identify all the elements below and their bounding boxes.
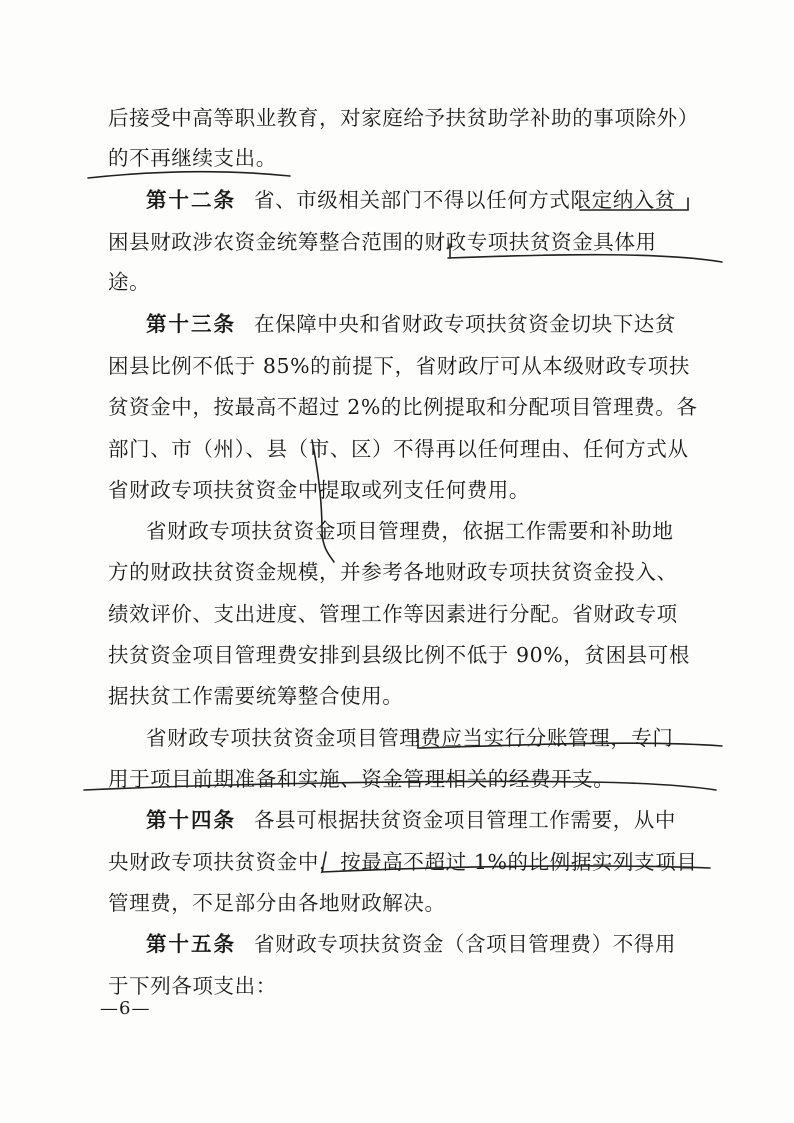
text-line: 省财政专项扶贫资金项目管理费，依据工作需要和补助地 xyxy=(146,519,674,543)
text-line: 各县可根据扶贫资金项目管理工作需要，从中 xyxy=(254,808,676,832)
text-line: 央财政专项扶贫资金中，按最高不超过 1%的比例据实列支项目 xyxy=(108,850,698,874)
text-line: 于下列各项支出： xyxy=(108,974,277,998)
article-heading-13: 第十三条 xyxy=(146,312,236,336)
article-heading-14: 第十四条 xyxy=(146,808,236,832)
article-heading-12: 第十二条 xyxy=(146,188,236,212)
pen-underline xyxy=(88,172,290,178)
article-12-first-line xyxy=(146,186,688,214)
text-line: 困县财政涉农资金统筹整合范围的财政专项扶贫资金具体用 xyxy=(108,230,657,254)
text-line: 扶贫资金项目管理费安排到县级比例不低于 90%，贫困县可根 xyxy=(108,643,690,667)
text-line: 管理费，不足部分由各地财政解决。 xyxy=(108,891,446,915)
text-line: 省、市级相关部门不得以任何方式限定纳入贫 xyxy=(254,188,676,212)
text-line: 贫资金中，按最高不超过 2%的比例提取和分配项目管理费。各 xyxy=(108,395,698,419)
text-line: 部门、市（州）、县（市、区）不得再以任何理由、任何方式从 xyxy=(108,437,689,461)
text-line: 方的财政扶贫资金规模，并参考各地财政专项扶贫资金投入、 xyxy=(108,560,678,584)
text-line: 据扶贫工作需要统筹整合使用。 xyxy=(108,684,404,708)
text-line: 在保障中央和省财政专项扶贫资金切块下达贫 xyxy=(254,312,676,336)
text-line: 省财政专项扶贫资金中提取或列支任何费用。 xyxy=(108,478,530,502)
text-line: 省财政专项扶贫资金项目管理费应当实行分账管理，专门 xyxy=(146,726,674,750)
article-heading-15: 第十五条 xyxy=(146,932,236,956)
text-line: 绩效评价、支出进度、管理工作等因素进行分配。省财政专项 xyxy=(108,602,678,626)
text-line: 用于项目前期准备和实施、资金管理相关的经费开支。 xyxy=(108,767,615,791)
article-15-first-line xyxy=(146,930,688,958)
article-13-first-line xyxy=(146,310,688,338)
text-line: 途。 xyxy=(108,270,151,294)
article-14-first-line xyxy=(146,806,688,834)
text-line: 的不再继续支出。 xyxy=(108,146,277,170)
text-line: 困县比例不低于 85%的前提下，省财政厅可从本级财政专项扶 xyxy=(108,354,690,378)
text-line: 省财政专项扶贫资金（含项目管理费）不得用 xyxy=(254,932,676,956)
text-line: 后接受中高等职业教育，对家庭给予扶贫助学补助的事项除外） xyxy=(108,106,699,130)
page-number: —6— xyxy=(100,998,151,1019)
